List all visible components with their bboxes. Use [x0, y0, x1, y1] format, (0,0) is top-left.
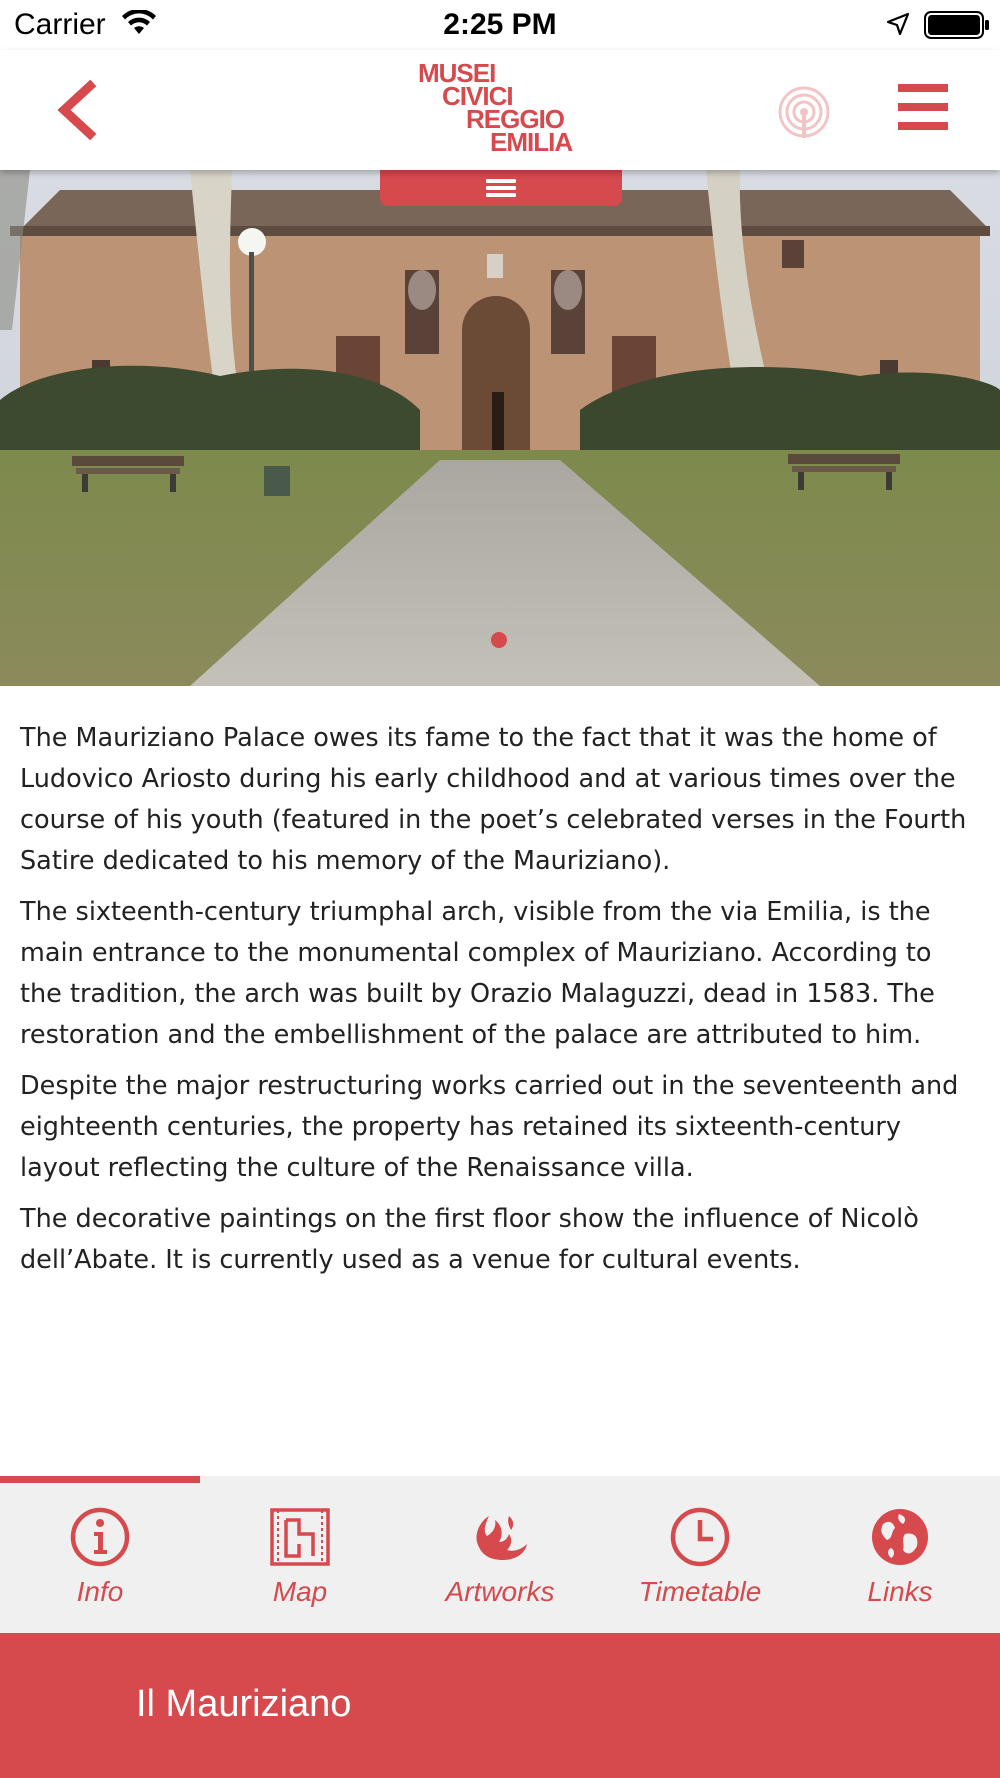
musei-civici-logo[interactable]: [418, 58, 586, 162]
location-title: Il Mauriziano: [136, 1683, 352, 1725]
battery-icon: [924, 10, 990, 40]
bottom-tab-bar: [0, 1476, 1000, 1633]
logo-line: REGGIO: [466, 104, 565, 134]
handle-bar: [486, 179, 516, 183]
status-bar: [0, 0, 1000, 50]
tab-label: Links: [867, 1576, 933, 1607]
tab-timetable[interactable]: [600, 1506, 800, 1626]
menu-bar: [898, 84, 948, 92]
hero-carousel[interactable]: [0, 170, 1000, 686]
tab-label: Map: [272, 1576, 328, 1607]
menu-bar: [898, 122, 948, 130]
tab-label: Info: [76, 1576, 124, 1607]
description-paragraph: The Mauriziano Palace owes its fame to the fact that it was the home of Ludovico Ariosto during his early childhood and at various times over the course of his youth (featured in the poet’s celebrated verses in the Fourth Satire dedicated to his memory of the Mauriziano).: [20, 723, 967, 876]
carousel-page-dot[interactable]: [491, 632, 507, 648]
map-icon: [269, 1506, 331, 1568]
palace-photo: [0, 170, 1000, 686]
logo-line: MUSEI: [418, 58, 496, 88]
logo-line: CIVICI: [442, 81, 513, 111]
beacon-icon[interactable]: [778, 86, 830, 138]
tab-artworks[interactable]: [400, 1506, 600, 1626]
tab-links[interactable]: [800, 1506, 1000, 1626]
menu-bar: [898, 103, 948, 111]
carrier-label: Carrier: [14, 8, 106, 41]
active-tab-indicator: [0, 1476, 200, 1483]
location-title-bar[interactable]: [0, 1633, 1000, 1778]
globe-icon: [869, 1506, 931, 1568]
description-paragraph: The sixteenth-century triumphal arch, visible from the via Emilia, is the main entrance to the monumental complex of Mauriziano. According to the tradition, the arch was built by Orazio Malaguzzi, dead in 1583. The restoration and the embellishment of the palace are attributed to him.: [20, 897, 935, 1050]
museum-description: [20, 718, 980, 1291]
handle-bar: [486, 193, 516, 197]
tab-map[interactable]: [200, 1506, 400, 1626]
location-arrow-icon: [886, 12, 910, 36]
menu-button[interactable]: [898, 84, 950, 134]
handle-bar: [486, 186, 516, 190]
app-header: [0, 50, 1000, 170]
tab-label: Artworks: [445, 1576, 555, 1607]
clock-icon: [669, 1506, 731, 1568]
tab-info[interactable]: [0, 1506, 200, 1626]
logo-line: EMILIA: [490, 127, 573, 157]
status-time: 2:25 PM: [443, 8, 557, 41]
description-paragraph: The decorative paintings on the first floor show the influence of Nicolò dell’Abate. It is currently used as a venue for cultural events.: [20, 1204, 919, 1275]
tab-label: Timetable: [638, 1576, 762, 1607]
description-paragraph: Despite the major restructuring works carried out in the seventeenth and eighteenth centuries, the property has retained its sixteenth-century layout reflecting the culture of the Renaissance villa.: [20, 1071, 959, 1183]
artworks-icon: [469, 1506, 531, 1568]
back-button[interactable]: [50, 80, 104, 140]
info-icon: [69, 1506, 131, 1568]
hero-drawer-handle[interactable]: [380, 170, 622, 206]
